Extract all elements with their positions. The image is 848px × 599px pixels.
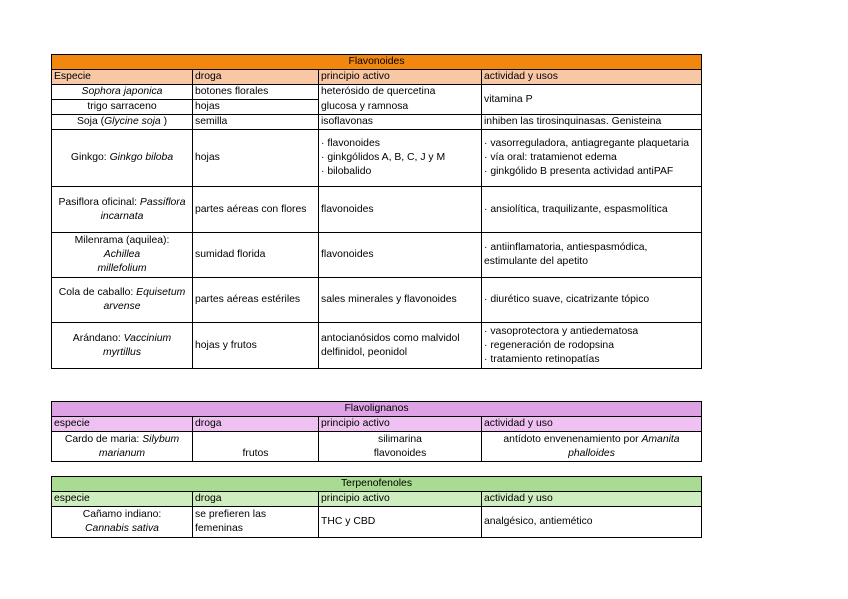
cell-principio: THC y CBD <box>319 507 482 538</box>
flavonoides-table <box>51 54 702 369</box>
cell-especie: Soja (Glycine soja ) <box>52 115 193 130</box>
flavolignanos-table <box>51 401 702 462</box>
header-especie: Especie <box>52 70 193 85</box>
cell-droga: semilla <box>193 115 319 130</box>
cell-droga: partes aéreas con flores <box>193 187 319 233</box>
cell-droga: se prefieren las femeninas <box>193 507 319 538</box>
cell-droga: partes aéreas estériles <box>193 278 319 323</box>
cell-actividad: antídoto envenenamiento por Amanita phalloides <box>482 432 702 462</box>
cell-actividad: · vasorreguladora, antiagregante plaquetaria · vía oral: tratamienot edema · ginkgólido B presenta actividad antiPAF <box>482 130 702 187</box>
cell-especie: Cardo de maria: Silybum marianum <box>52 432 193 462</box>
table-title: Terpenofenoles <box>52 477 702 492</box>
cell-actividad: · ansiolítica, traquilizante, espasmolítica <box>482 187 702 233</box>
table-row <box>52 507 702 538</box>
header-principio: principio activo <box>319 492 482 507</box>
cell-especie: Ginkgo: Ginkgo biloba <box>52 130 193 187</box>
cell-droga: hojas y frutos <box>193 323 319 369</box>
cell-principio: · flavonoides · ginkgólidos A, B, C, J y M · bilobalido <box>319 130 482 187</box>
table-row <box>52 233 702 278</box>
cell-especie: Cañamo indiano: Cannabis sativa <box>52 507 193 538</box>
cell-droga: hojas <box>193 100 319 115</box>
cell-actividad: · vasoprotectora y antiedematosa · regeneración de rodopsina · tratamiento retinopatías <box>482 323 702 369</box>
header-principio: principio activo <box>319 70 482 85</box>
header-principio: principio activo <box>319 417 482 432</box>
cell-principio: silimarina flavonoides <box>319 432 482 462</box>
cell-actividad: · antiinflamatoria, antiespasmódica, estimulante del apetito <box>482 233 702 278</box>
cell-principio: flavonoides <box>319 187 482 233</box>
cell-principio: antocianósidos como malvidol delfinidol, peonidol <box>319 323 482 369</box>
table-row <box>52 130 702 187</box>
table-title: Flavonoides <box>52 55 702 70</box>
table-row <box>52 432 702 462</box>
cell-droga: hojas <box>193 130 319 187</box>
cell-especie: Cola de caballo: Equisetum arvense <box>52 278 193 323</box>
cell-principio: isoflavonas <box>319 115 482 130</box>
cell-actividad: vitamina P <box>482 85 702 115</box>
header-especie: especie <box>52 492 193 507</box>
cell-actividad: inhiben las tirosinquinasas. Genisteina <box>482 115 702 130</box>
cell-principio: heterósido de quercetina <box>319 85 482 100</box>
header-droga: droga <box>193 417 319 432</box>
terpenofenoles-table <box>51 476 702 538</box>
cell-especie: trigo sarraceno <box>52 100 193 115</box>
cell-especie: Sophora japonica <box>52 85 193 100</box>
table-row <box>52 187 702 233</box>
table-row <box>52 115 702 130</box>
cell-droga: frutos <box>193 432 319 462</box>
cell-droga: botones florales <box>193 85 319 100</box>
cell-especie: Pasiflora oficinal: Passiflora incarnata <box>52 187 193 233</box>
header-actividad: actividad y uso <box>482 417 702 432</box>
cell-droga: sumidad florida <box>193 233 319 278</box>
header-actividad: actividad y usos <box>482 70 702 85</box>
header-especie: especie <box>52 417 193 432</box>
table-row <box>52 85 702 100</box>
header-actividad: actividad y uso <box>482 492 702 507</box>
cell-principio: sales minerales y flavonoides <box>319 278 482 323</box>
cell-actividad: · diurético suave, cicatrizante tópico <box>482 278 702 323</box>
cell-especie: Milenrama (aquilea): Achillea millefolium <box>52 233 193 278</box>
cell-actividad: analgésico, antiemético <box>482 507 702 538</box>
table-row <box>52 323 702 369</box>
header-droga: droga <box>193 70 319 85</box>
header-droga: droga <box>193 492 319 507</box>
cell-especie: Arándano: Vaccinium myrtillus <box>52 323 193 369</box>
table-row <box>52 278 702 323</box>
cell-principio: glucosa y ramnosa <box>319 100 482 115</box>
cell-principio: flavonoides <box>319 233 482 278</box>
table-title: Flavolignanos <box>52 402 702 417</box>
